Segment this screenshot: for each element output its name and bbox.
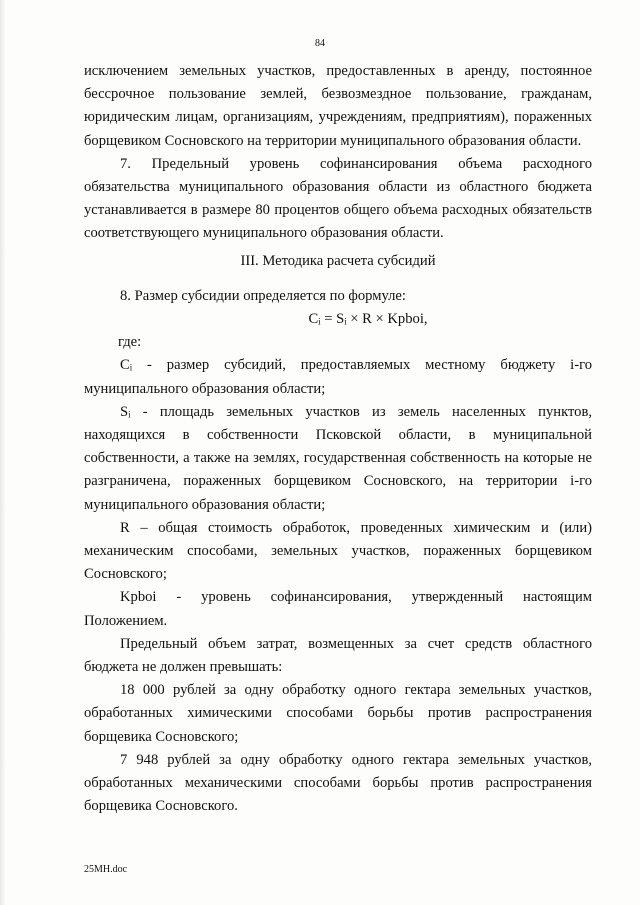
paragraph-7: 7. Предельный уровень софинансирования объема расходного обязательства муниципального образования области из областного бюджета устанавливается в размере 80 процентов общего объема расходных обязательств соответствующего муниципального образования области. — [84, 155, 592, 242]
paragraph-8: 8. Размер субсидии определяется по формуле: — [120, 287, 406, 304]
subsidy-formula: Cᵢ = Sᵢ × R × Kpboi, — [308, 311, 428, 328]
paragraph-continuation: исключением земельных участков, предоставленных в аренду, постоянное бессрочное пользование землей, безвозмездное пользование, гражданам, юридическим лицам, организациям, учреждениям, предприятиям), пораженных борщевиком Сосновского на территории муниципального образования области. — [84, 63, 592, 149]
where-label: где: — [118, 334, 142, 351]
definition-r: R – общая стоимость обработок, проведенных химическим и (или) механическим способами, земельных участков, пораженных борщевиком Сосновского; — [84, 519, 592, 583]
page-number: 84 — [315, 38, 325, 49]
section-heading: III. Методика расчета субсидий — [240, 252, 436, 269]
cost-limit-intro: Предельный объем затрат, возмещенных за счет средств областного бюджета не должен превышать: — [84, 635, 592, 676]
definition-si: Sᵢ - площадь земельных участков из земель населенных пунктов, находящихся в собственности Псковской области, в муниципальной собственности, а также на землях, государственная собственность на которые не разграничена, пораженных борщевиком Сосновского, на территории i-го муниципального образования области; — [84, 403, 592, 513]
definition-kpboi: Kpboi - уровень софинансирования, утвержденный настоящим Положением. — [84, 589, 592, 629]
document-body — [84, 60, 592, 819]
definition-ci: Cᵢ - размер субсидий, предоставляемых местному бюджету i-го муниципального образования области; — [84, 357, 592, 397]
cost-limit-mechanical: 7 948 рублей за одну обработку одного гектара земельных участков, обработанных механическими способами борьбы против распространения борщевика Сосновского. — [84, 751, 592, 815]
cost-limit-chemical: 18 000 рублей за одну обработку одного гектара земельных участков, обработанных химическими способами борьбы против распространения борщевика Сосновского; — [84, 682, 592, 745]
scan-edge-shadow — [0, 0, 6, 905]
file-name-footer: 25МН.doc — [84, 864, 128, 875]
